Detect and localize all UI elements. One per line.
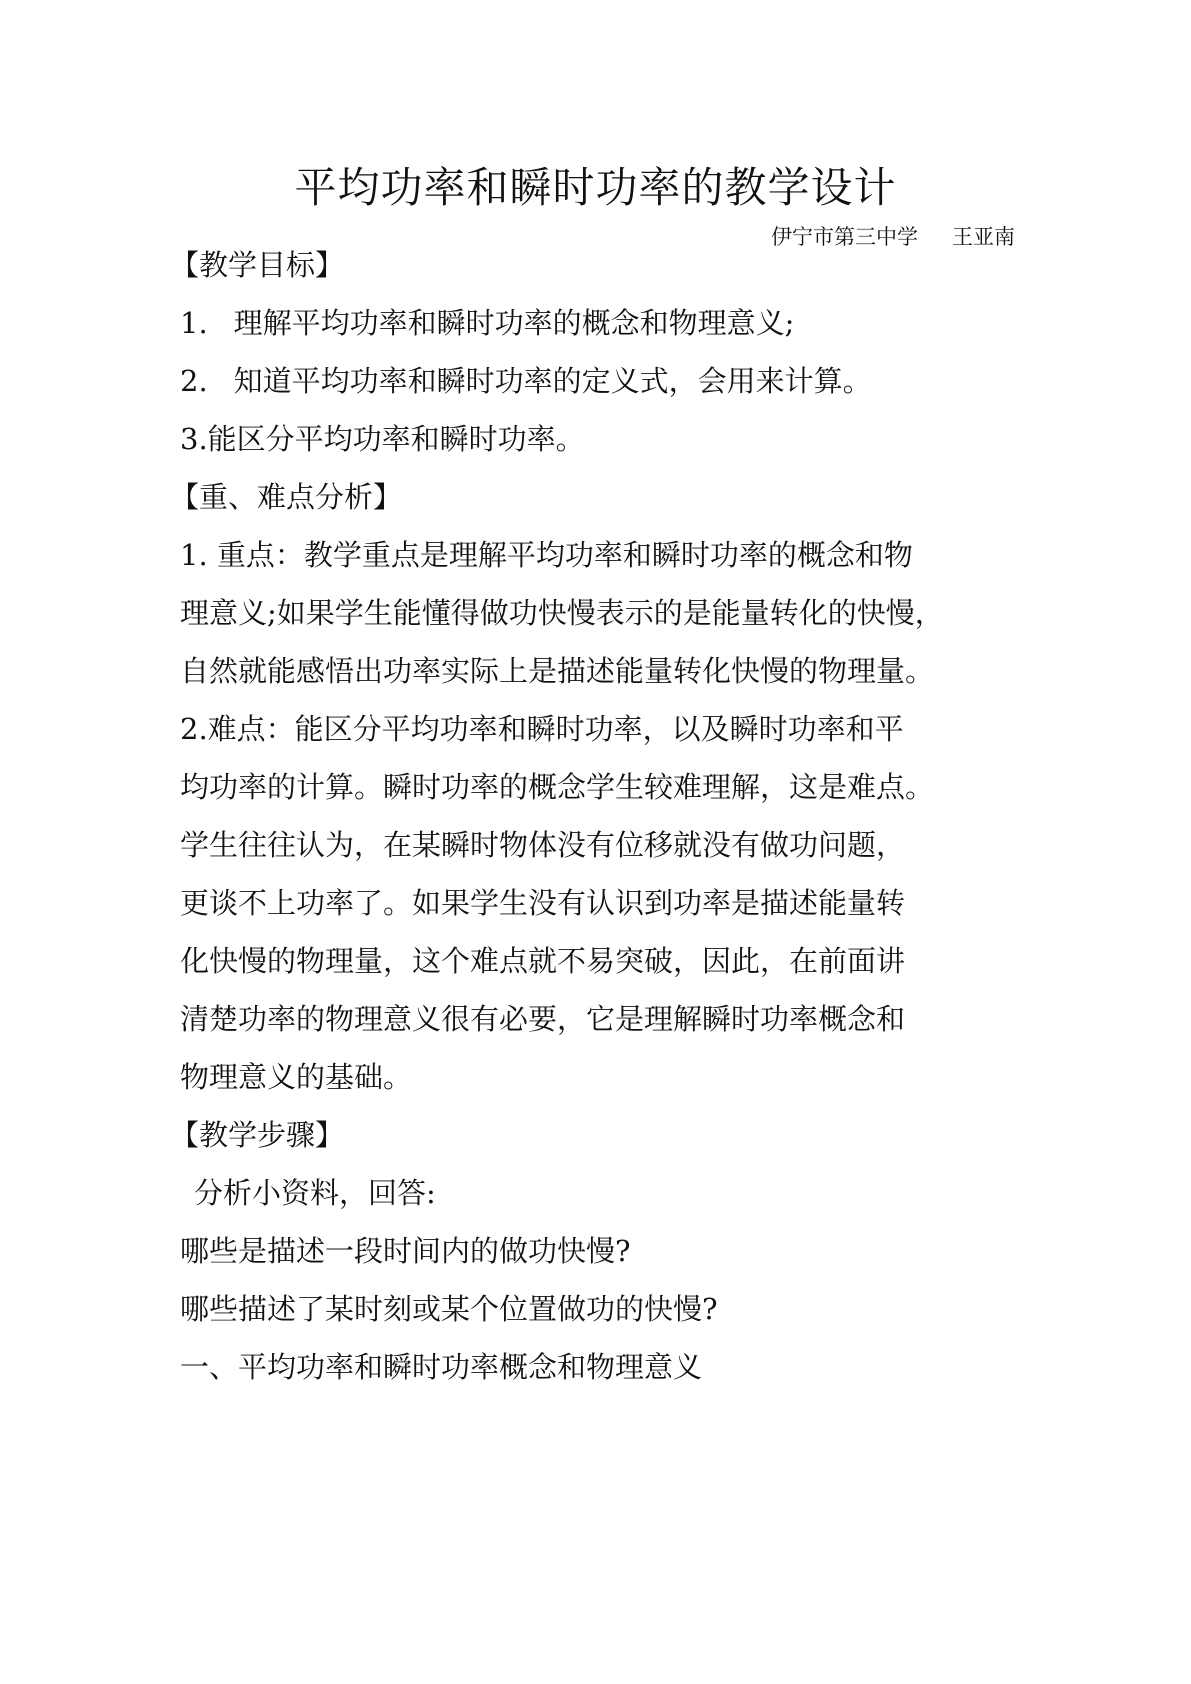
objective-item-2-text: 知道平均功率和瞬时功率的定义式，会用来计算。 <box>233 364 872 398</box>
objective-item-3: 3.能区分平均功率和瞬时功率。 <box>180 422 585 456</box>
steps-line: 分析小资料，回答: <box>194 1176 436 1210</box>
analysis-line: 化快慢的物理量，这个难点就不易突破，因此，在前面讲 <box>180 944 906 978</box>
analysis-line: 物理意义的基础。 <box>180 1060 413 1094</box>
steps-line: 哪些描述了某时刻或某个位置做功的快慢? <box>180 1292 718 1326</box>
analysis-line: 理意义;如果学生能懂得做功快慢表示的是能量转化的快慢， <box>180 596 944 630</box>
analysis-line: 2.难点：能区分平均功率和瞬时功率，以及瞬时功率和平 <box>180 712 904 746</box>
objectives-heading: 【教学目标】 <box>170 248 345 282</box>
document-title: 平均功率和瞬时功率的教学设计 <box>294 163 897 212</box>
analysis-line: 更谈不上功率了。如果学生没有认识到功率是描述能量转 <box>180 886 906 920</box>
analysis-line: 均功率的计算。瞬时功率的概念学生较难理解，这是难点。 <box>180 770 935 804</box>
section-heading: 一、平均功率和瞬时功率概念和物理意义 <box>180 1350 703 1384</box>
author-line <box>771 223 1015 251</box>
analysis-line: 自然就能感悟出功率实际上是描述能量转化快慢的物理量。 <box>180 654 935 688</box>
objective-item-2-num: 2. <box>180 364 208 398</box>
author-school: 伊宁市第三中学 <box>771 225 918 249</box>
objective-item-1 <box>180 303 794 343</box>
analysis-line: 1. 重点：教学重点是理解平均功率和瞬时功率的概念和物 <box>180 538 913 572</box>
objective-item-1-num: 1. <box>180 306 208 340</box>
steps-heading: 【教学步骤】 <box>170 1118 345 1152</box>
analysis-line: 清楚功率的物理意义很有必要，它是理解瞬时功率概念和 <box>180 1002 906 1036</box>
objective-item-1-text: 理解平均功率和瞬时功率的概念和物理意义; <box>233 306 795 340</box>
objective-item-2 <box>180 361 872 401</box>
author-name: 王亚南 <box>952 225 1015 249</box>
analysis-line: 学生往往认为，在某瞬时物体没有位移就没有做功问题， <box>180 828 906 862</box>
steps-line: 哪些是描述一段时间内的做功快慢? <box>180 1234 631 1268</box>
analysis-heading: 【重、难点分析】 <box>170 480 403 514</box>
